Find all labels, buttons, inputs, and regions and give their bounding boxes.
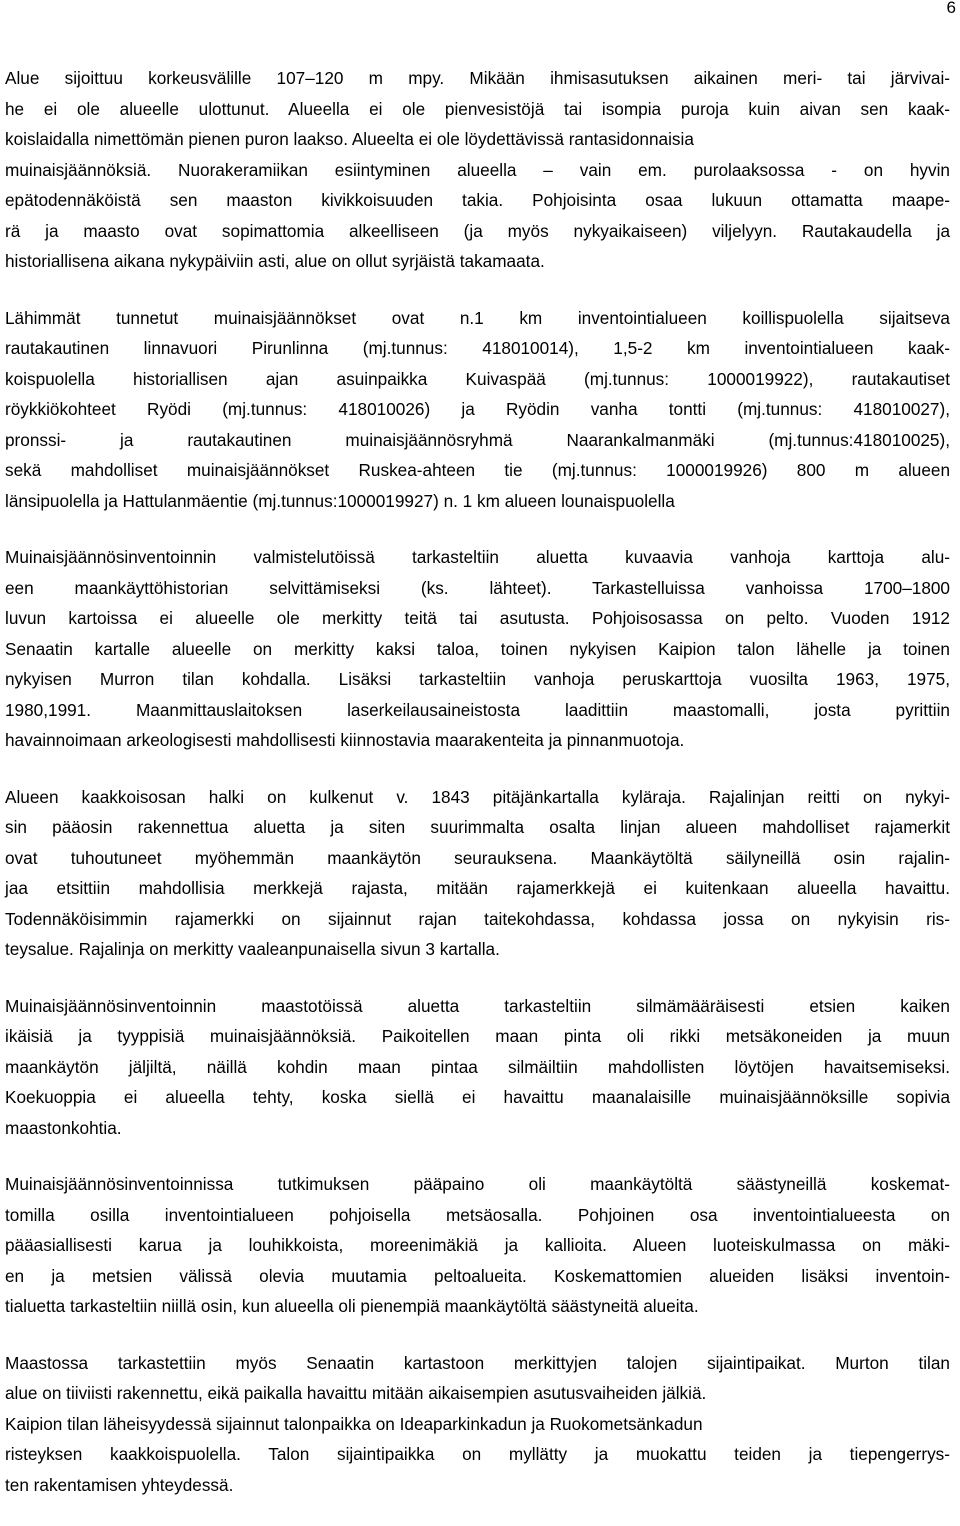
- text-line: maastonkohtia.: [5, 1117, 122, 1138]
- text-line: epätodennäköistä sen maaston kivikkoisuuden takia. Pohjoisinta osaa lukuun ottamatta maape-: [5, 190, 950, 210]
- text-line: Muinaisjäännösinventoinnissa tutkimuksen pääpaino oli maankäytöltä säästyneillä koskemat-: [5, 1174, 950, 1194]
- text-line: ten rakentamisen yhteydessä.: [5, 1474, 234, 1495]
- text-line: Koekuoppia ei alueella tehty, koska siellä ei havaittu maanalaisille muinaisjäännöksille sopivia: [5, 1087, 950, 1107]
- text-line: Maastossa tarkastettiin myös Senaatin kartastoon merkittyjen talojen sijaintipaikat. Murton tilan: [5, 1352, 950, 1373]
- text-line: sekä mahdolliset muinaisjäännökset Ruskea-ahteen tie (mj.tunnus: 1000019926) 800 m alueen: [5, 460, 950, 480]
- text-line: jaa etsittiin mahdollisia merkkejä rajasta, mitään rajamerkkejä ei kuitenkaan alueella havaittu.: [5, 878, 950, 898]
- text-line: Alueen kaakkoisosan halki on kulkenut v. 1843 pitäjänkartalla kyläraja. Rajalinjan reitti on nykyi-: [5, 786, 950, 807]
- paragraph: [5, 542, 950, 756]
- text-line: Lähimmät tunnetut muinaisjäännökset ovat n.1 km inventointialueen koillispuolella sijaitseva: [5, 307, 950, 328]
- text-line: luvun kartoissa ei alueelle ole merkitty teitä tai asutusta. Pohjoisosassa on pelto. Vuoden 1912: [5, 608, 950, 628]
- paragraph: [5, 1348, 950, 1501]
- text-line: Todennäköisimmin rajamerkki on sijainnut rajan taitekohdassa, kohdassa jossa on nykyisin ris-: [5, 908, 950, 929]
- text-line: koispuolella historiallisen ajan asuinpaikka Kuivaspää (mj.tunnus: 1000019922), rautakautiset: [5, 368, 950, 389]
- text-line: teysalue. Rajalinja on merkitty vaaleanpunaisella sivun 3 kartalla.: [5, 939, 500, 959]
- text-line: een maankäyttöhistorian selvittämiseksi (ks. lähteet). Tarkastelluissa vanhoissa 1700–1800: [5, 577, 950, 598]
- paragraph: [5, 63, 950, 277]
- text-line: alue on tiiviisti rakennettu, eikä paikalla havaittu mitään aikaisempien asutusvaiheiden jälkiä.: [5, 1383, 707, 1403]
- text-line: pääasiallisesti karua ja louhikkoista, moreenimäkiä ja kallioita. Alueen luoteiskulmassa on mäki-: [5, 1235, 950, 1255]
- document-body: [5, 63, 950, 1526]
- text-line: pronssi- ja rautakautinen muinaisjäännösryhmä Naarankalmanmäki (mj.tunnus:418010025),: [5, 429, 950, 450]
- text-line: tomilla osilla inventointialueen pohjoisella metsäosalla. Pohjoinen osa inventointialueesta on: [5, 1204, 950, 1225]
- paragraph: [5, 782, 950, 965]
- paragraph: [5, 303, 950, 517]
- text-line: röykkiökohteet Ryödi (mj.tunnus: 418010026) ja Ryödin vanha tontti (mj.tunnus: 418010027),: [5, 399, 950, 419]
- page-number: 6: [946, 0, 956, 17]
- text-line: 1980,1991. Maanmittauslaitoksen laserkeilausaineistosta laadittiin maastomalli, josta pyrittiin: [5, 699, 950, 720]
- text-line: he ei ole alueelle ulottunut. Alueella ei ole pienvesistöjä tai isompia puroja kuin aivan sen kaak-: [5, 98, 950, 119]
- text-line: havainnoimaan arkeologisesti mahdollisesti kiinnostavia maarakenteita ja pinnanmuotoja.: [5, 730, 685, 750]
- text-line: muinaisjäännöksiä. Nuorakeramiikan esiintyminen alueella – vain em. purolaaksossa - on hyvin: [5, 159, 950, 180]
- text-line: maankäytön jäljiltä, näillä kohdin maan pintaa silmäiltiin mahdollisten löytöjen havaitsemiseksi.: [5, 1056, 950, 1077]
- text-line: en ja metsien välissä olevia muutamia peltoalueita. Koskemattomien alueiden lisäksi inventoin-: [5, 1265, 950, 1286]
- text-line: nykyisen Murron tilan kohdalla. Lisäksi tarkasteltiin vanhoja peruskarttoja vuosilta 1963, 1975,: [5, 669, 950, 689]
- text-line: Alue sijoittuu korkeusvälille 107–120 m mpy. Mikään ihmisasutuksen aikainen meri- tai järvivai-: [5, 68, 950, 88]
- text-line: länsipuolella ja Hattulanmäentie (mj.tunnus:1000019927) n. 1 km alueen lounaispuolella: [5, 490, 675, 511]
- text-line: Senaatin kartalle alueelle on merkitty kaksi taloa, toinen nykyisen Kaipion talon lähelle ja toinen: [5, 638, 950, 659]
- text-line: rautakautinen linnavuori Pirunlinna (mj.tunnus: 418010014), 1,5-2 km inventointialueen kaak-: [5, 338, 950, 358]
- text-line: risteyksen kaakkoispuolella. Talon sijaintipaikka on myllätty ja muokattu teiden ja tiepengerrys-: [5, 1444, 950, 1464]
- text-line: ovat tuhoutuneet myöhemmän maankäytön seurauksena. Maankäytöltä säilyneillä osin rajalin-: [5, 847, 950, 868]
- paragraph: [5, 1169, 950, 1322]
- paragraph: [5, 991, 950, 1144]
- text-line: Muinaisjäännösinventoinnin valmistelutöissä tarkasteltiin aluetta kuvaavia vanhoja karttoja alu-: [5, 547, 950, 567]
- text-line: rä ja maasto ovat sopimattomia alkeelliseen (ja myös nykyaikaiseen) viljelyyn. Rautakaudella ja: [5, 220, 950, 241]
- text-line: Kaipion tilan läheisyydessä sijainnut talonpaikka on Ideaparkinkadun ja Ruokometsänkadun: [5, 1413, 703, 1434]
- text-line: tialuetta tarkasteltiin niillä osin, kun alueella oli pienempiä maankäytöltä säästyneitä alueita.: [5, 1296, 699, 1316]
- text-line: ikäisiä ja tyyppisiä muinaisjäännöksiä. Paikoitellen maan pinta oli rikki metsäkoneiden ja muun: [5, 1026, 950, 1046]
- text-line: historiallisena aikana nykypäiviin asti, alue on ollut syrjäistä takamaata.: [5, 251, 545, 271]
- text-line: sin pääosin rakennettua aluetta ja siten suurimmalta osalta linjan alueen mahdolliset rajamerkit: [5, 817, 950, 837]
- text-line: koislaidalla nimettömän pienen puron laakso. Alueelta ei ole löydettävissä rantasidonnaisia: [5, 129, 694, 149]
- text-line: Muinaisjäännösinventoinnin maastotöissä aluetta tarkasteltiin silmämääräisesti etsien kaiken: [5, 995, 950, 1016]
